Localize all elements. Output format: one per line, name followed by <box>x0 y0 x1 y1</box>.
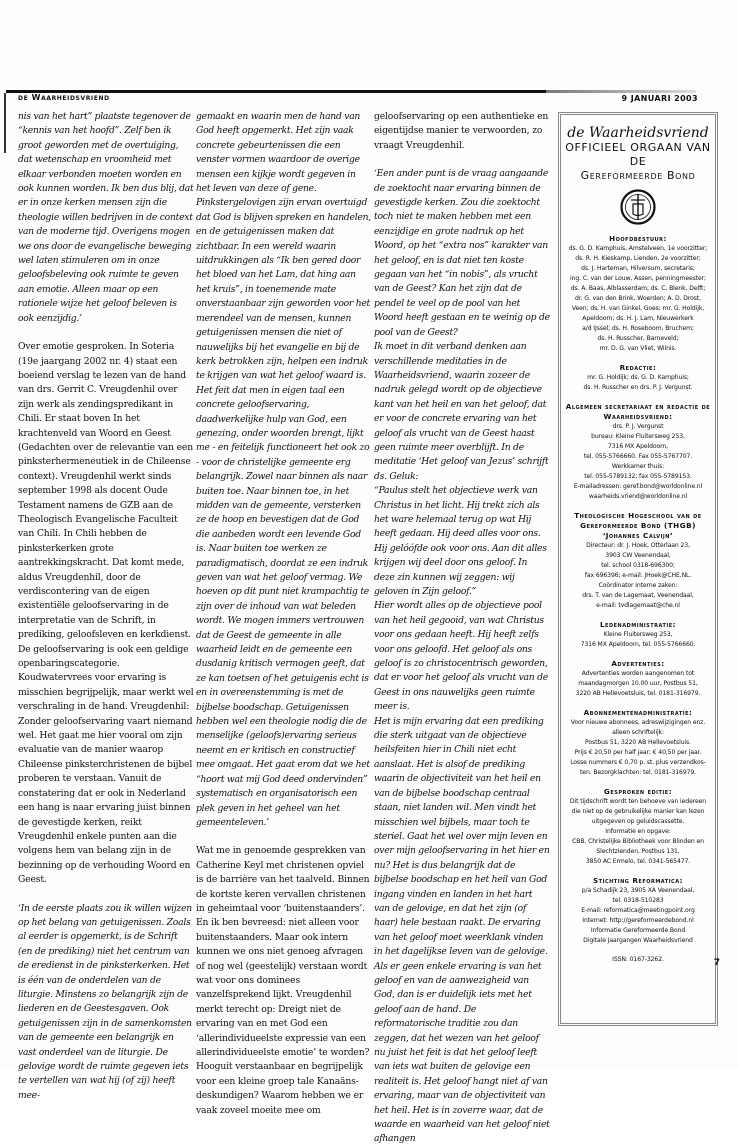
colophon-line: ds. G. D. Kamphuis, Amstelveen, 1e voorzitter; <box>568 245 708 252</box>
colophon-line: tel. 055-5766660. Fax 055-5767707. <box>583 453 693 460</box>
colophon-line: Coördinator interne zaken: <box>598 582 678 589</box>
colophon-line: Digitale Jaargangen Waarheidsvriend <box>583 937 693 944</box>
colophon-line: alleen schriftelijk: <box>612 729 664 736</box>
article-paragraph: ‘In de eerste plaats zou ik willen wijzen op het belang van getuigenissen. Zoals al eerder is opgemerkt, is de Schrift (en de prediking) niet het centrum van de eredienst in de pinksterkerken. Het is één van de onderdelen van de liturgie. Minstens zo belangrijk zijn de liederen en de Geestesgaven. Ook getuigenissen zijn in de samenkomsten van de gemeente een belangrijk en vast onderdeel van de liturgie. De gelovige wordt de ruimte gegeven iets te vertellen van wat hij (of zij) heeft mee- <box>18 902 192 1101</box>
page-edge-mark <box>4 93 6 153</box>
colophon-contact-line: Internet: http://gereformeerdebond.nl <box>582 917 694 924</box>
colophon-line: CBB, Christelijke Bibliotheek voor Blinden en <box>572 838 704 845</box>
colophon-line: ds. A. Baas, Alblasserdam; ds. C. Blenk, Delft; <box>570 285 706 292</box>
colophon-contact-line: waarheids.vriend@worldonline.nl <box>588 493 688 500</box>
colophon-line: Slechtzienden, Postbus 131, <box>596 848 680 855</box>
colophon-line: drs. T. van de Lagemaat, Veenendaal, <box>582 592 694 599</box>
colophon-line: ds. H. Russcher en drs. P. J. Vergunst. <box>583 384 693 391</box>
colophon-line: Directeur: dr. J. Hoek, Otterlaan 23, <box>586 542 690 549</box>
colophon-line: ds. J. Harteman, Hilversum, secretaris; <box>581 265 695 272</box>
colophon-contact-line: e-mail: tvdlagemaat@che.nl <box>596 602 680 609</box>
colophon-line: 7316 MX Apeldoorn, tel. 055-5766660. <box>580 641 696 648</box>
article-paragraph: Over emotie gesproken. In Soteria (19e jaargang 2002 nr. 4) staat een boeiend verslag te lezen van de hand van drs. Gerrit C. Vreugdenhil over zijn werk als zendingspredikant in Chili. Er staat boven In het krachtenveld van Woord en Geest (Gedachten over de relevantie van een pinksterhermeneutiek in de Chileense context). Vreugdenhil werkt sinds september 1998 als docent Oude Testament namens de GZB aan de Theologisch Evangelische Faculteit van Chili. In Chili hebben de pinksterkerken grote aantrekkingskracht. Dat komt mede, aldus Vreugdenhil, door de verdiscontering van de eigen existentiële geloofservaring in de interpretatie van de Schrift, in prediking, geloofsleven en kerkdienst. De geloofservaring is ook een geldige openbaringscategorie. Koudwatervrees voor ervaring is misschien begrijpelijk, maar werkt wel verschraling in de hand. Vreugdenhil: Zonder geloofservaring vaart niemand wel. Het gaat me hier vooral om zijn evaluatie van de manier waarop Chileense pinksterchristenen de bijbel proberen te verstaan. Vanuit de constatering dat er ook in Nederland een hang is naar ervaring juist binnen de gevestigde kerken, reikt Vreugdenhil enkele punten aan die volgens hem van belang zijn in de bezinning op de verhouding Woord en Geest. <box>18 341 194 886</box>
running-head: de Waarheidsvriend <box>18 93 110 102</box>
article-paragraph: “Paulus stelt het objectieve werk van Christus in het licht. Hij trekt zich als het ware helemaal terug op wat Hij heeft gedaan. Hij deed alles voor ons. Hij gelóófde ook voor ons. Aan dit alles krijgen wij deel door ons geloof. In deze zin kunnen wij zeggen: wij geloven in Zijn geloof.” <box>374 485 547 597</box>
article-paragraph: Het is mijn ervaring dat een prediking die sterk uitgaat van de objectieve heilsfeiten hier in Chili niet echt aanslaat. Het is alsof de prediking waarin de objectiviteit van het heil en van de bijbelse boodschap centraal staan, niet landen wil. Men vindt het misschien wel bijbels, maar toch te steriel. Gaat het wel over mijn leven en over mijn geloofservaring in het hier en nu? Het is dus belangrijk dat de bijbelse boodschap en het heil van God ingang vinden en landen in het hart van de gelovige, en dat het zijn (of haar) hele bestaan raakt. De ervaring van het geloof moet weerklank vinden in het dagelijkse leven van de gelovige. Als er geen enkele ervaring is van het geloof en van de aanwezigheid van God, dan is er duidelijk iets met het geloof aan de hand. De reformatorische traditie zou dan zeggen, dat het wezen van het geloof nu juist het feit is dat het geloof leeft van iets wat buiten de gelovige een realiteit is. Het geloof hangt niet af van ervaring, maar van de objectiviteit van het heil. Het is in zoverre waar, dat de waarde en waarheid van het geloof niet afhangen <box>374 715 550 1145</box>
colophon-line: Dit tijdschrift wordt ten behoeve van iedereen <box>569 798 707 805</box>
article-paragraph: Hier wordt alles op de objectieve pool van het heil gegooid, van wat Christus voor ons gedaan heeft. Hij heeft zelfs voor ons geloofd. Het geloof als ons geloof is zo christocentrisch geworden, dat er voor het geloof als vrucht van de Geest in ons nauwelijks geen ruimte meer is. <box>374 600 548 713</box>
colophon-line: 3220 AB Hellevoetsluis, tel. 0181-316979. <box>575 690 701 697</box>
colophon-contact-line: E-mailadressen: geref.bond@worldonline.nl <box>573 483 703 490</box>
article-paragraph: geloofservaring op een authentieke en eigentijdse manier te verwoorden, zo vraagt Vreugdenhil. <box>374 111 549 151</box>
colophon-line: ISSN: 0167-3262. <box>612 956 664 963</box>
colophon-line: tel. 0318-510283 <box>612 897 664 904</box>
colophon-section-heading: Stichting Reformatica: <box>593 876 683 885</box>
colophon-line: Informatie en opgave: <box>605 828 671 835</box>
colophon-section-heading: Advertenties: <box>611 659 665 668</box>
colophon-section-heading: Algemeen secretariaat en redactie de Waarheidsvriend: <box>565 402 711 421</box>
colophon-section-heading: Theologische Hogeschool van de Gereformeerde Bond (THGB) ‘Johannes Calvijn’ <box>574 511 702 540</box>
colophon-line: p/a Schadijk 23, 3905 XA Veenendaal, <box>581 887 695 894</box>
colophon-title: de Waarheidsvriend <box>567 125 709 141</box>
colophon-line: ds. H. Russcher, Barneveld; <box>597 335 679 342</box>
colophon-line: Veen; ds. H. van Ginkel, Goes; mr. G. Holdijk, <box>571 305 705 312</box>
colophon-section-heading: Hoofdbestuur: <box>609 234 667 243</box>
article-paragraph: gemaakt en waarin men de hand van God heeft opgemerkt. Het zijn vaak concrete gebeurtenissen die een venster vormen waardoor de overige mensen een kijkje wordt gegeven in het leven van deze of gene. Pinkstergelovigen zijn ervan overtuigd dat God is blijven spreken en handelen, en de getuigenissen maken dat zichtbaar. In een wereld waarin uitdrukkingen als “Ik ben gered door het bloed van het Lam, dat hing aan het kruis”, in toenemende mate onverstaanbaar zijn geworden voor het merendeel van de mensen, kunnen getuigenissen mensen die niet of nauwelijks bij het evangelie en bij de kerk betrokken zijn, helpen een indruk te krijgen van wat het geloof waard is. Het feit dat men in eigen taal een concrete geloofservaring, daadwerkelijke hulp van God, een genezing, onder woorden brengt, lijkt me - en feitelijk functioneert het ook zo - voor de christelijke gemeente erg belangrijk. Zowel naar binnen als naar buiten toe. Naar binnen toe, in het midden van de gemeente, versterken ze de hoop en bevestigen dat de God die aanbeden wordt een levende God is. Naar buiten toe werken ze paradigmatisch, doordat ze een indruk geven van wat het geloof vermag. We hoeven op dit punt niet krampachtig te zijn over de inhoud van wat beleden wordt. We mogen immers vertrouwen dat de Geest de gemeente in alle waarheid leidt en de gemeente een dusdanig kritisch vermogen geeft, dat ze kan toetsen of het getuigenis echt is en in overeenstemming is met de bijbelse boodschap. Getuigenissen hebben wel een theologie nodig die de menselijke (geloofs)ervaring serieus neemt en er kritisch en constructief mee omgaat. Het gaat erom dat we het “hoort wat mij God deed ondervinden” systematisch en organisatorisch een plek geven in het geheel van het gemeenteleven.’ <box>196 111 371 828</box>
colophon-line: die niet op de gebruikelijke manier kan lezen <box>571 808 705 815</box>
colophon-line: Werkkamer thuis: <box>611 463 665 470</box>
article-paragraph: ‘Een ander punt is de vraag aangaande de zoektocht naar ervaring binnen de gevestigde kerken. Zou die zoektocht toch niet te maken hebben met een eenzijdige en grote nadruk op het Woord, op het “extra nos” karakter van het geloof, en is dat niet ten koste gegaan van het “in nobis”, als vrucht van de Geest? Kan het zijn dat de pendel te veel op de pool van het Woord heeft gestaan en te weinig op de pool van de Geest? <box>374 168 550 338</box>
colophon-section-heading: Abonnementenadministratie: <box>583 708 693 717</box>
colophon-line: drs. P. J. Vergunst <box>612 423 664 430</box>
colophon-line: mr. G. Holdijk; ds. G. D. Kamphuis; <box>587 374 689 381</box>
colophon-line: 3850 AC Ermelo, tel. 0341-565477. <box>585 858 691 865</box>
header-rule-fade <box>546 90 696 93</box>
article-column-2 <box>196 110 372 1132</box>
colophon-line: Prijs € 20,50 per half jaar; € 40,50 per jaar. <box>574 749 702 756</box>
article-paragraph: nis van het hart” plaatste tegenover de “kennis van het hoofd”. Zelf ben ik groot geworden met de overtuiging, dat wetenschap en vroomheid met elkaar verbonden moeten worden en ook kunnen worden. Ik ben dus blij, dat er in onze kerken mensen zijn die theologie willen bedrijven in de context van de moderne tijd. Overigens mogen we ons door de evangelische beweging wel laten stimuleren om in onze geloofsbeleving ook ruimte te geven aan emotie. Alleen maar op een rationele wijze het geloof beleven is ook eenzijdig.’ <box>18 111 194 324</box>
colophon-section-heading: Redactie: <box>619 363 657 372</box>
colophon-line: 7316 MX Apeldoorn, <box>607 443 668 450</box>
colophon-line: dr. G. van den Brink, Woerden; A. D. Drost, <box>575 295 701 302</box>
colophon-section-heading: Gesproken editie: <box>603 787 673 796</box>
colophon-line: tel. school 0318-696300; <box>601 562 675 569</box>
colophon-line: Losse nummers € 0,70 p. st. plus verzendkos- <box>570 759 706 766</box>
gereformeerde-bond-emblem-icon <box>620 189 656 225</box>
colophon-line: ten. Bezorgklachten: tel. 0181-316979. <box>580 769 696 776</box>
colophon-line: Voor nieuwe abonnees, adreswijzigingen enz. <box>570 719 706 726</box>
colophon-line: mr. D. G. van Vliet, Wilnis. <box>599 345 677 352</box>
colophon-line: maandagmorgen 10.00 uur, Postbus 51, <box>578 680 698 687</box>
article-paragraph: Ik moet in dit verband denken aan verschillende meditaties in de Waarheidsvriend, waarin zozeer de nadruk gelegd wordt op de objectieve kant van het heil en van het geloof, dat er voor de concrete ervaring van het geloof als vrucht van de Geest haast geen ruimte meer overblijft. In de meditatie ‘Het geloof van Jezus’ schrijft ds. Geluk: <box>374 341 549 482</box>
colophon-line: ds. R. H. Kieskamp, Lienden, 2e voorzitter; <box>575 255 701 262</box>
colophon-subtitle-line-1: OFFICIEEL ORGAAN VAN DE <box>565 141 711 168</box>
article-column-1 <box>18 110 194 1117</box>
colophon-subtitle-line-2: Gereformeerde Bond <box>580 169 696 182</box>
colophon-line: tel. 055-5789132; fax 055-5789153. <box>584 473 692 480</box>
colophon-line: Apeldoorn; ds. H. J. Lam, Nieuwerkerk <box>582 315 694 322</box>
issue-date: 9 JANUARI 2003 <box>621 94 698 103</box>
colophon-line: Informatie Gereformeerde Bond <box>590 927 686 934</box>
colophon-line: uitgegeven op geluidscassette. <box>591 818 685 825</box>
colophon-line: bureau: Kleine Fluitersweg 253, <box>591 433 685 440</box>
colophon-sections <box>561 234 715 965</box>
page-number: 7 <box>713 958 720 968</box>
colophon-contact-line: E-mail: reformatica@meetingpoint.org <box>581 907 695 914</box>
article-column-3 <box>374 110 550 1147</box>
colophon-line: a/d IJssel; ds. H. Roseboom, Bruchem; <box>582 325 694 332</box>
colophon-contact-line: fax 696396; e-mail: JHoek@CHE.NL. <box>584 572 692 579</box>
colophon-line: Advertenties worden aangenomen tot <box>581 670 695 677</box>
colophon-section-heading: Ledenadministratie: <box>599 620 677 629</box>
article-paragraph: Wat me in genoemde gesprekken van Catherine Keyl met christenen opviel is de barrière van het taalveld. Binnen de kortste keren vervallen christenen in geheimtaal voor ‘buitenstaanders’. En ik ben bevreesd: niet alleen voor buitenstaanders. Maar ook intern kunnen we ons niet genoeg afvragen of nog wel (geestelijk) verstaan wordt wat voor ons dominees vanzelfsprekend lijkt. Vreugdenhil merkt terecht op: Dreigt niet de ervaring van en met God een ‘allerindividueelste expressie van een allerindividueelste emotie’ te worden? Hooguit verstaanbaar en begrijpelijk voor een kleine groep tale Kanaäns-deskundigen? Waarom hebben we er vaak zoveel moeite mee om <box>196 845 370 1116</box>
colophon-line: ing. C. van der Louw, Assen, penningmeester; <box>569 275 707 282</box>
colophon-line: 3903 CW Veenendaal, <box>605 552 671 559</box>
colophon-box <box>558 112 718 1026</box>
colophon-spacer <box>561 946 715 955</box>
colophon-line: Kleine Fluitersweg 253, <box>603 631 673 638</box>
colophon-line: Postbus 51, 3220 AB Hellevoetsluis. <box>585 739 691 746</box>
